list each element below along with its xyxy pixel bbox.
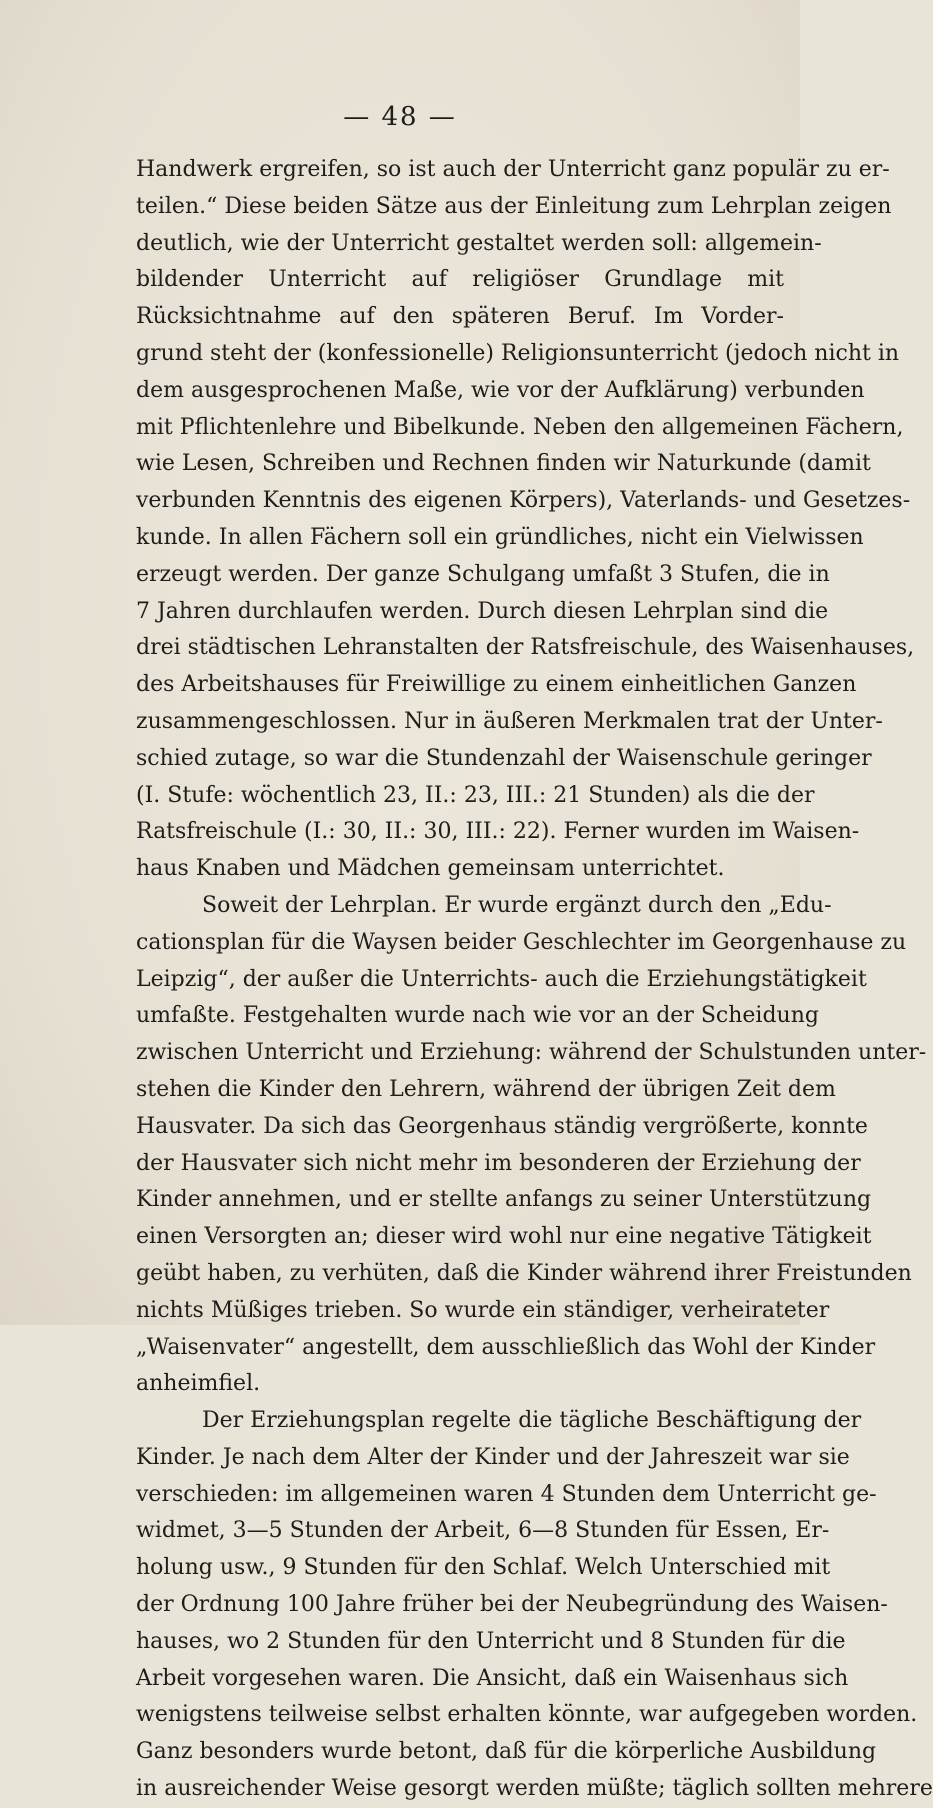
text-line: Leipzig“, der außer die Unterrichts- auch die Erziehungstätigkeit bbox=[136, 966, 867, 992]
text-line: stehen die Kinder den Lehrern, während der übrigen Zeit dem bbox=[136, 1076, 836, 1102]
text-line: der Hausvater sich nicht mehr im besonderen der Erziehung der bbox=[136, 1150, 861, 1176]
text-line: hauses, wo 2 Stunden für den Unterricht und 8 Stunden für die bbox=[136, 1628, 846, 1654]
text-line: schied zutage, so war die Stundenzahl der Waisenschule geringer bbox=[136, 745, 872, 771]
text-line: verschieden: im allgemeinen waren 4 Stunden dem Unterricht ge- bbox=[136, 1481, 877, 1507]
text-line: Handwerk ergreifen, so ist auch der Unterricht ganz populär zu er- bbox=[136, 157, 890, 182]
text-line: wie Lesen, Schreiben und Rechnen finden wir Naturkunde (damit bbox=[136, 451, 871, 477]
text-line: 7 Jahren durchlaufen werden. Durch diesen Lehrplan sind die bbox=[136, 598, 829, 624]
text-line: grund steht der (konfessionelle) Religionsunterricht (jedoch nicht in bbox=[136, 340, 900, 366]
text-line: (I. Stufe: wöchentlich 23, II.: 23, III.: 21 Stunden) als die der bbox=[136, 782, 815, 808]
text-line: cationsplan für die Waysen beider Geschlechter im Georgenhause zu bbox=[136, 929, 907, 955]
text-line: in ausreichender Weise gesorgt werden müßte; täglich sollten mehrere bbox=[136, 1776, 933, 1802]
text-line: Ratsfreischule (I.: 30, II.: 30, III.: 22). Ferner wurden im Waisen- bbox=[136, 819, 860, 845]
text-line: geübt haben, zu verhüten, daß die Kinder während ihrer Freistunden bbox=[136, 1260, 912, 1286]
paragraph-start-line: Der Erziehungsplan regelte die tägliche Beschäftigung der bbox=[202, 1408, 862, 1434]
text-line: deutlich, wie der Unterricht gestaltet werden soll: allgemein- bbox=[136, 230, 822, 256]
text-line: widmet, 3—5 Stunden der Arbeit, 6—8 Stunden für Essen, Er- bbox=[136, 1518, 830, 1544]
text-line: verbunden Kenntnis des eigenen Körpers), Vaterlands- und Gesetzes- bbox=[136, 488, 911, 514]
paragraph-start-line: Soweit der Lehrplan. Er wurde ergänzt durch den „Edu- bbox=[202, 892, 832, 918]
text-line: nichts Müßiges trieben. So wurde ein ständiger, verheirateter bbox=[136, 1297, 830, 1323]
text-line: zwischen Unterricht und Erziehung: während der Schulstunden unter- bbox=[136, 1040, 927, 1066]
text-line: wenigstens teilweise selbst erhalten könnte, war aufgegeben worden. bbox=[136, 1702, 918, 1728]
text-line: Kinder annehmen, und er stellte anfangs zu seiner Unterstützung bbox=[136, 1187, 872, 1213]
text-line: der Ordnung 100 Jahre früher bei der Neubegründung des Waisen- bbox=[136, 1592, 888, 1618]
text-line: erzeugt werden. Der ganze Schulgang umfaßt 3 Stufen, die in bbox=[136, 561, 830, 587]
text-line: „Waisenvater“ angestellt, dem ausschließlich das Wohl der Kinder bbox=[136, 1334, 876, 1360]
text-line: Ganz besonders wurde betont, daß für die körperliche Ausbildung bbox=[136, 1739, 877, 1765]
text-line: Rücksichtnahme auf den späteren Beruf. Im Vorder- bbox=[136, 304, 784, 330]
page-number: — 48 — bbox=[343, 102, 457, 132]
text-line: umfaßte. Festgehalten wurde nach wie vor an der Scheidung bbox=[136, 1003, 819, 1029]
text-line: zusammengeschlossen. Nur in äußeren Merkmalen trat der Unter- bbox=[136, 708, 883, 734]
text-line: Hausvater. Da sich das Georgenhaus ständig vergrößerte, konnte bbox=[136, 1113, 868, 1139]
text-line: drei städtischen Lehranstalten der Ratsfreischule, des Waisenhauses, bbox=[136, 635, 915, 661]
paragraph-end-line: haus Knaben und Mädchen gemeinsam unterrichtet. bbox=[136, 856, 725, 882]
text-line: einen Versorgten an; dieser wird wohl nur eine negative Tätigkeit bbox=[136, 1224, 872, 1250]
text-line: dem ausgesprochenen Maße, wie vor der Aufklärung) verbunden bbox=[136, 377, 865, 403]
text-line: Kinder. Je nach dem Alter der Kinder und der Jahreszeit war sie bbox=[136, 1444, 850, 1470]
text-line: kunde. In allen Fächern soll ein gründliches, nicht ein Vielwissen bbox=[136, 524, 864, 550]
text-line: holung usw., 9 Stunden für den Schlaf. Welch Unterschied mit bbox=[136, 1555, 831, 1581]
text-line: Arbeit vorgesehen waren. Die Ansicht, daß ein Waisenhaus sich bbox=[136, 1665, 849, 1691]
paragraph-end-line: anheimfiel. bbox=[136, 1371, 261, 1397]
body-text bbox=[136, 152, 933, 1808]
text-line: mit Pflichtenlehre und Bibelkunde. Neben den allgemeinen Fächern, bbox=[136, 414, 904, 440]
text-line: teilen.“ Diese beiden Sätze aus der Einleitung zum Lehrplan zeigen bbox=[136, 193, 892, 219]
text-line: des Arbeitshauses für Freiwillige zu einem einheitlichen Ganzen bbox=[136, 672, 857, 698]
text-line: bildender Unterricht auf religiöser Grundlage mit bbox=[136, 267, 784, 293]
